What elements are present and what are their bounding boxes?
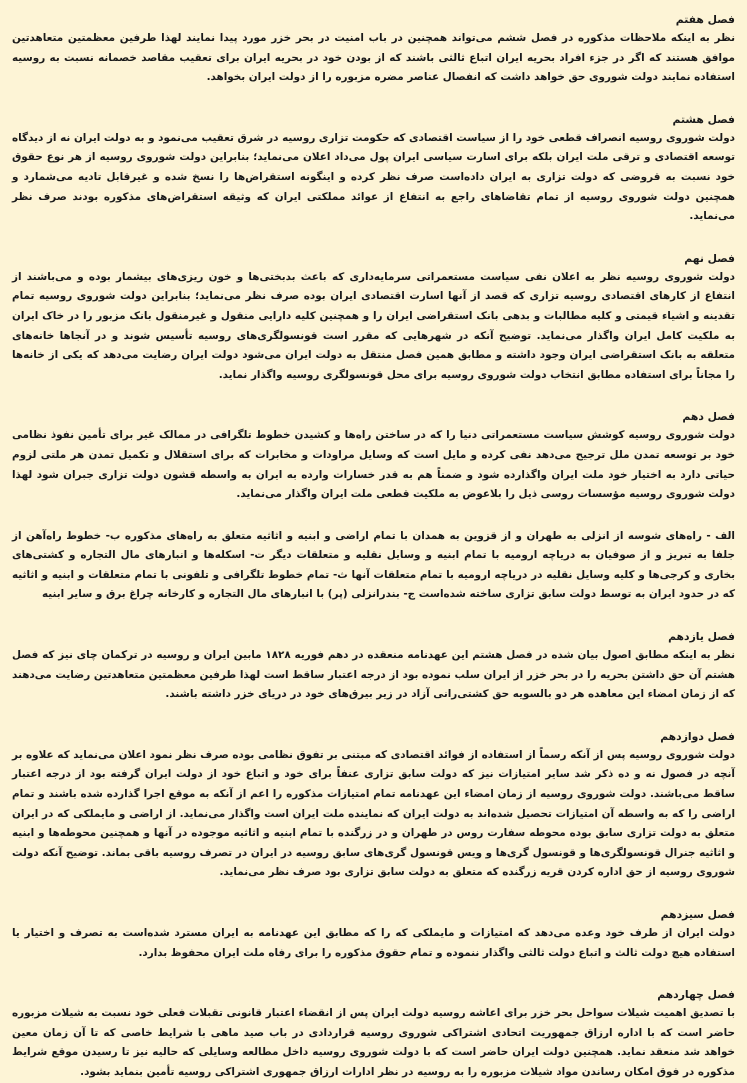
section-body: نظر به اینکه مطابق اصول بیان شده در فصل هشتم این عهدنامه منعقده در دهم فوریه ۱۸۲۸ مابین ایران و روسیه در ترکمان چای نیز که فصل هشتم آن حق داشتن بحریه را در بحر خزر از ایران سلب نموده بود از درجه اعتبار ساقط است لهذا طرفین معظمتین متعاهدتین رضایت می‌دهند که از زمان امضاء این معاهده هر دو بالسویه حق کشتی‌رانی آزاد در زیر بیرق‌های خود در دریای خزر داشته باشند.: [12, 649, 735, 701]
section-body: دولت شوروی روسیه انصراف قطعی خود را از سیاست اقتصادی که حکومت تزاری روسیه در شرق تعقیب می‌نمود و به دولت ایران نه از دیدگاه توسعه اقتصادی و ترقی ملت ایران بلکه برای اسارت سیاسی ایران پول می‌داد اعلان می‌نماید؛ بنابراین دولت شوروی روسیه از هر نوع حقوق خود نسبت به قروضی که دولت تزاری به ایران داده‌است صرف نظر کرده و اینگونه استقراض‌ها را نسخ شده و غیرقابل تادیه می‌شمارد و همچنین دولت شوروی روسیه از تمام تقاضاهای راجع به انتفاع از عوائد مملکتی ایران که وثیقه استقراض‌های مذکوره بودند صرف نظر می‌نماید.: [12, 131, 735, 223]
section-body: دولت شوروی روسیه پس از آنکه رسماً از استفاده از فوائد اقتصادی که مبتنی بر تفوق نظامی بوده صرف نظر نمود اعلان می‌نماید که علاوه بر آنچه در فصول نه و ده ذکر شد سایر امتیازات نیز که دولت سابق تزاری عنفاً برای خود و اتباع خود از دولت ایران گرفته بود از درجه اعتبار ساقط می‌باشند. دولت شوروی روسیه از زمان امضاء این عهدنامه تمام امتیازات مذکوره را اعم از آنکه به موقع اجرا گذارده شده باشند و تمام اراضی را که به واسطه آن امتیازات تحصیل شده‌اند به دولت ایران که نماینده ملت ایران است واگذار می‌نماید. از اراضی و مایملکی که در ایران متعلق به دولت تزاری سابق بوده محوطه سفارت روس در طهران و در زرگنده با تمام ابنیه و اثاثیه موجوده در آنها و همچنین محوطه‌ها و ابنیه و اثاثیه جنرال قونسولگری‌ها و قونسول گری‌ها و ویس قونسول گری‌های سابق روسیه در ایران در تصرف روسیه باقی بماند. توضیح آنکه دولت شوروی روسیه از حق اداره کردن قریه زرگنده که متعلق به دولت سابق تزاری بود صرف نظر می‌نماید.: [12, 748, 735, 879]
section-body: با تصدیق اهمیت شیلات سواحل بحر خزر برای اعاشه روسیه دولت ایران پس از انقضاء اعتبار قانونی تقبلات فعلی خود نسبت به شیلات مزبوره حاضر است که با اداره ارزاق جمهوریت اتحادی اشتراکی شوروی روسیه قراردادی در باب صید ماهی با شرایط خاصی که تا آن زمان معین خواهد شد منعقد نماید. همچنین دولت ایران حاضر است که با دولت شوروی روسیه داخل مطالعه وسایلی که حالیه نیز تا رسیدن موقع شرایط مذکوره در فوق امکان رساندن مواد شیلات مزبوره را به روسیه در نظر ادارات ارزاق جمهوری اشتراکی روسیه تأمین بنماید بشود.: [12, 1007, 735, 1078]
section-body: دولت ایران از طرف خود وعده می‌دهد که امتیازات و مایملکی که را که مطابق این عهدنامه به ایران مسترد شده‌است به تصرف و اختیار یا استفاده هیچ دولت ثالث و اتباع دولت ثالثی واگذار ننموده و تمام حقوق مذکوره را برای رفاه ملت ایران محفوظ بدارد.: [12, 927, 735, 959]
section-10: [12, 407, 735, 504]
section-title: فصل نهم: [684, 251, 735, 265]
section-12: [12, 727, 735, 883]
section-14: [12, 985, 735, 1082]
section-10-list: [12, 527, 735, 605]
section-title: فصل چهاردهم: [657, 988, 735, 1002]
section-title: فصل سیزدهم: [660, 908, 735, 921]
section-title: فصل یازدهم: [668, 630, 735, 644]
section-title: فصل هفتم: [675, 13, 735, 26]
section-title: فصل دهم: [682, 410, 735, 424]
section-13: [12, 905, 735, 963]
section-title: فصل دوازدهم: [660, 729, 735, 743]
section-8: [12, 110, 735, 227]
section-11: [12, 627, 735, 705]
section-body: دولت شوروی روسیه نظر به اعلان نفی سیاست مستعمراتی سرمایه‌داری که باعث بدبختی‌ها و خون ریزی‌های بیشمار بوده و می‌باشند از انتفاع از کارهای اقتصادی روسیه تزاری که قصد از آنها اسارت اقتصادی ایران بوده صرف نظر می‌نماید؛ بنابراین دولت شوروی روسیه تمام تقدینه و اشیاء قیمتی و کلیه مطالبات و بدهی بانک استقراضی ایران را و همچنین کلیه دارایی منقول و غیرمنقول بانک مزبور را در خاک ایران به ملکیت کامل ایران واگذار می‌نماید. توضیح آنکه در شهرهایی که مقرر است قونسولگری‌های روسیه تأسیس شوند و در آنجاها خانه‌های متعلقه به بانک استقراضی ایران وجود داشته و مطابق همین فصل منتقل به دولت ایران می‌شود دولت ایران رضایت می‌دهد که یکی از خانه‌ها را مجاناً برای استفاده مطابق انتخاب دولت شوروی روسیه برای محل قونسولگری روسیه واگذار نماید.: [12, 270, 735, 381]
section-body: الف - راه‌های شوسه از انزلی به طهران و از قزوین به همدان با تمام اراضی و ابنیه و اثاثیه متعلق به راه‌های مذکوره ب- خطوط راه‌آهن از جلفا به تبریز و از صوفیان به دریاچه ارومیه با تمام ابنیه و وسایل نقلیه و متعلقات دیگر ت- اسکله‌ها و انبارهای مال التجاره و کشتی‌های بخاری و کرجی‌ها و کلیه وسایل نقلیه در دریاچه ارومیه با تمام متعلقات آنها ث- تمام خطوط تلگرافی و تلفونی با تمام متعلقات و ابنیه و اثاثیه که در حدود ایران به توسط دولت سابق تزاری ساخته شده‌است ج- بندرانزلی (پر) با انبارهای مال التجاره و کارخانه چراغ برق و سایر ابنیه: [12, 529, 735, 601]
section-7: [12, 10, 735, 88]
section-body: نظر به اینکه ملاحظات مذکوره در فصل ششم می‌تواند همچنین در باب امنیت در بحر خزر مورد پیدا نمایند لهذا طرفین معظمتین متعاهدتین موافق هستند که اگر در جزء افراد بحریه ایران اتباع ثالثی باشند که از بودن خود در بحریه ایران برای تعقیب مقاصد خصمانه نسبت به روسیه استفاده نمایند دولت شوروی حق خواهد داشت که انفصال عناصر مضره مزبوره را از دولت ایران بخواهد.: [12, 32, 735, 84]
section-title: فصل هشتم: [672, 112, 735, 126]
section-9: [12, 249, 735, 386]
section-body: دولت شوروی روسیه کوشش سیاست مستعمراتی دنیا را که در ساختن راه‌ها و کشیدن خطوط تلگرافی در ممالک غیر برای تأمین نفوذ نظامی خود بر توسعه تمدن ملل ترجیح می‌دهد نفی کرده و مایل است که وسایل مراودات و مخابرات که برای استقلال و تکمیل تمدن هر ملتی لزوم حیاتی دارد به اختیار خود ملت ایران واگذارده شود و ضمناً هم به قدر خسارات وارده به ایران به واسطه قشون دولت تزاری جبران شود لهذا دولت شوروی روسیه مؤسسات روسی ذیل را بلاعوض به ملکیت قطعی ملت ایران واگذار می‌نماید.: [12, 429, 735, 501]
